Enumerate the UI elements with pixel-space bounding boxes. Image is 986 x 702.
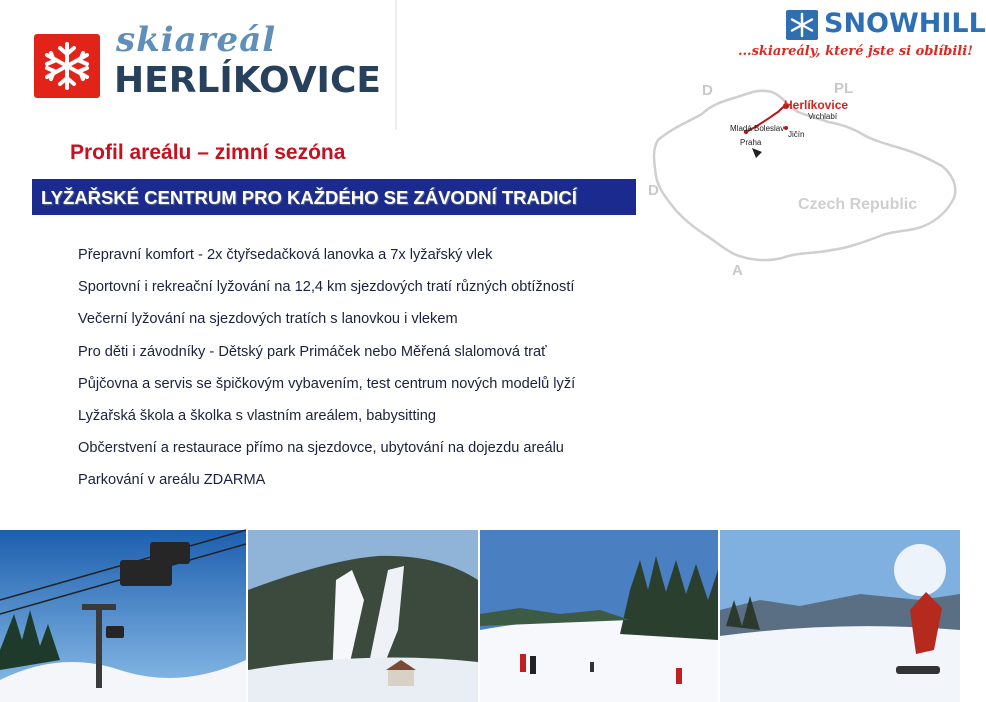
list-item: Pro děti i závodníky - Dětský park Primáček nebo Měřená slalomová trať — [78, 343, 547, 360]
page-title: Profil areálu – zimní sezóna — [70, 141, 346, 164]
list-item: Sportovní i rekreační lyžování na 12,4 km sjezdových tratí různých obtížností — [78, 279, 575, 296]
logo-main-text: HERLÍKOVICE — [114, 60, 381, 101]
herlikovice-logo — [34, 20, 381, 106]
snowhill-slogan: ...skiareály, které jste si oblíbili! — [738, 44, 973, 59]
map-label-mlada-boleslav: Mladá Boleslav — [730, 124, 785, 133]
header-separator — [395, 0, 397, 130]
list-item: Večerní lyžování na sjezdových tratích s lanovkou i vlekem — [78, 311, 458, 328]
list-item: Občerstvení a restaurace přímo na sjezdovce, ubytování na dojezdu areálu — [78, 440, 564, 457]
czech-map — [648, 62, 960, 292]
snowflake-icon — [786, 10, 818, 40]
map-label-d-top: D — [702, 82, 713, 99]
map-label-jicin: Jičín — [788, 130, 805, 139]
logo-badge — [34, 34, 100, 98]
map-label-czech-republic: Czech Republic — [798, 196, 918, 213]
snowhill-wordmark: SNOWHILL — [824, 8, 986, 39]
photo-snowboarder — [720, 530, 960, 702]
list-item: Přepravní komfort - 2x čtyřsedačková lanovka a 7x lyžařský vlek — [78, 247, 493, 263]
photo-chairlift — [0, 530, 246, 702]
photo-skiers-piste — [480, 530, 718, 702]
feature-list — [78, 246, 658, 504]
logo-script-text: skiareál — [116, 20, 277, 60]
snowflake-icon — [41, 40, 93, 92]
photo-strip — [0, 530, 960, 702]
map-label-pl: PL — [834, 80, 854, 97]
list-item: Půjčovna a servis se špičkovým vybavením, test centrum nových modelů lyží — [78, 375, 576, 392]
list-item: Parkování v areálu ZDARMA — [78, 472, 266, 489]
map-label-d-left: D — [648, 182, 659, 199]
snowhill-logo — [738, 6, 986, 60]
photo-aerial-slopes — [248, 530, 478, 702]
list-item: Lyžařská škola a školka s vlastním areálem, babysitting — [78, 407, 436, 424]
map-label-praha: Praha — [740, 138, 762, 147]
map-outline — [648, 62, 960, 292]
map-label-a: A — [732, 262, 743, 279]
map-label-vrchlabi: Vrchlabí — [808, 112, 838, 121]
banner-text: LYŽAŘSKÉ CENTRUM PRO KAŽDÉHO SE ZÁVODNÍ TRADICÍ — [41, 187, 577, 208]
snowhill-badge — [786, 10, 818, 40]
map-label-herlikovice: Herlíkovice — [784, 98, 849, 112]
